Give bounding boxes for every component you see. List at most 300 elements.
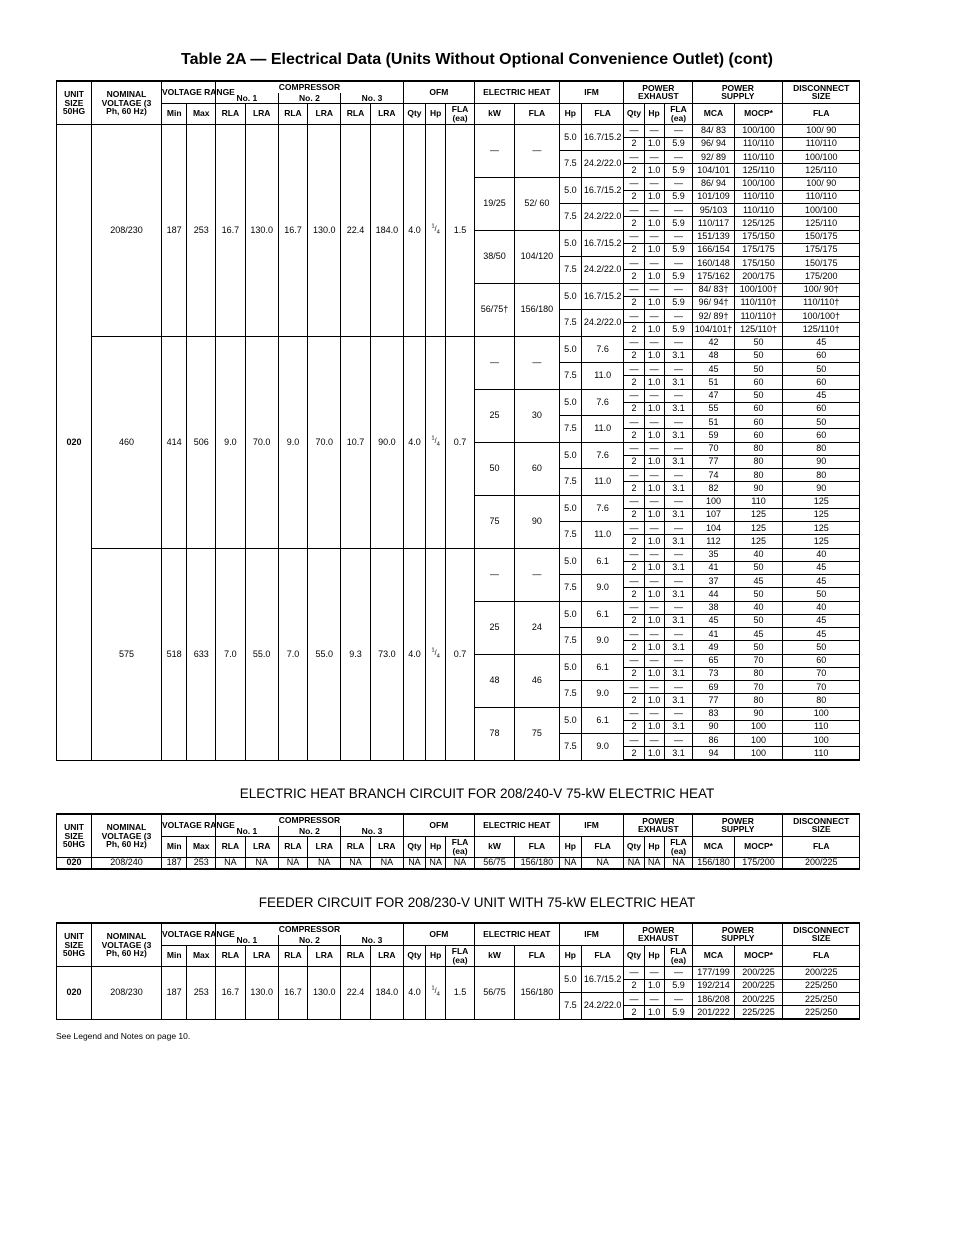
ofm-qty: 4.0 <box>403 124 425 336</box>
compressor-1-rla: 16.7 <box>216 966 246 1019</box>
header-rla: RLA <box>341 103 371 124</box>
compressor-1-rla: 16.7 <box>216 124 246 336</box>
header-kw: kW <box>474 836 514 857</box>
header-electric-heat: ELECTRIC HEAT <box>474 923 559 945</box>
mca: 86/ 94 <box>693 177 734 190</box>
mca: 151/139 <box>693 230 734 243</box>
mca: 83 <box>693 707 734 720</box>
power-exhaust-hp: — <box>644 151 664 164</box>
electric-heat-fla: — <box>515 336 560 389</box>
power-exhaust-fla: 3.1 <box>664 561 693 574</box>
ofm-fla: 1.5 <box>446 966 475 1019</box>
disconnect-fla: 225/250 <box>783 1006 860 1019</box>
mocp: 125/110 <box>734 164 783 177</box>
disconnect-fla: 50 <box>783 363 860 376</box>
ifm-hp: 7.5 <box>559 575 581 602</box>
power-exhaust-fla: — <box>664 469 693 482</box>
header-compressor-no3: No. 3 <box>341 826 404 836</box>
ifm-hp: 7.5 <box>559 416 581 443</box>
header-power-supply: POWER SUPPLY <box>693 81 783 103</box>
disconnect-fla: 125 <box>783 535 860 548</box>
power-exhaust-hp: 1.0 <box>644 561 664 574</box>
header-rla: RLA <box>278 836 308 857</box>
disconnect-fla: 100/ 90† <box>783 283 860 296</box>
power-exhaust-hp: 1.0 <box>644 535 664 548</box>
power-exhaust-hp: — <box>644 734 664 747</box>
header-hp: Hp <box>644 103 664 124</box>
mocp: 80 <box>734 667 783 680</box>
power-exhaust-fla: — <box>664 707 693 720</box>
power-exhaust-fla: — <box>664 257 693 270</box>
power-exhaust-hp: — <box>644 628 664 641</box>
electric-heat-kw: 38/50 <box>474 230 514 283</box>
mocp: 60 <box>734 416 783 429</box>
header-rla: RLA <box>278 103 308 124</box>
mocp: 100 <box>734 734 783 747</box>
disconnect-fla: 125 <box>783 508 860 521</box>
power-exhaust-fla: — <box>664 495 693 508</box>
power-exhaust-qty: — <box>624 575 644 588</box>
header-lra: LRA <box>370 103 403 124</box>
header-compressor-no2: No. 2 <box>278 826 341 836</box>
compressor-1-rla: NA <box>216 857 246 869</box>
header-nominal-voltage: NOMINAL VOLTAGE (3 Ph, 60 Hz) <box>91 923 161 966</box>
mca: 160/148 <box>693 257 734 270</box>
power-exhaust-hp: 1.0 <box>644 349 664 362</box>
ofm-fla: 0.7 <box>446 548 475 760</box>
power-exhaust-hp: — <box>644 469 664 482</box>
branch-circuit-title: ELECTRIC HEAT BRANCH CIRCUIT FOR 208/240-V 75-kW ELECTRIC HEAT <box>239 786 715 801</box>
power-exhaust-hp: — <box>644 204 664 217</box>
power-exhaust-qty: 2 <box>624 164 644 177</box>
ifm-fla: 6.1 <box>581 601 623 628</box>
header-power-exhaust: POWER EXHAUST <box>624 814 693 836</box>
power-exhaust-hp: 1.0 <box>644 720 664 733</box>
electric-heat-kw: — <box>474 124 514 177</box>
power-exhaust-hp: — <box>644 416 664 429</box>
unit-size: 020 <box>57 966 92 1019</box>
power-exhaust-hp: — <box>644 336 664 349</box>
compressor-1-lra: 130.0 <box>245 124 278 336</box>
mocp: 110/110 <box>734 151 783 164</box>
disconnect-fla: 45 <box>783 336 860 349</box>
mca: 84/ 83 <box>693 124 734 137</box>
power-exhaust-qty: — <box>624 230 644 243</box>
mca: 92/ 89 <box>693 151 734 164</box>
header-compressor: COMPRESSOR <box>216 923 404 935</box>
mocp: 40 <box>734 601 783 614</box>
header-compressor-no1: No. 1 <box>216 935 279 945</box>
compressor-3-lra: 73.0 <box>370 548 403 760</box>
header-hp: Hp <box>559 836 581 857</box>
power-exhaust-hp: 1.0 <box>644 190 664 203</box>
header-fla: FLA <box>515 945 560 966</box>
ifm-fla: 24.2/22.0 <box>581 310 623 337</box>
power-exhaust-fla: — <box>664 601 693 614</box>
branch-circuit-table <box>56 813 860 870</box>
ifm-hp: 7.5 <box>559 257 581 284</box>
mca: 69 <box>693 681 734 694</box>
compressor-3-lra: 184.0 <box>370 966 403 1019</box>
power-exhaust-hp: 1.0 <box>644 641 664 654</box>
header-voltage-range: VOLTAGE RANGE <box>161 923 215 945</box>
power-exhaust-hp: 1.0 <box>644 667 664 680</box>
disconnect-fla: 80 <box>783 442 860 455</box>
power-exhaust-qty: — <box>624 681 644 694</box>
mca: 42 <box>693 336 734 349</box>
power-exhaust-qty: 2 <box>624 641 644 654</box>
header-electric-heat: ELECTRIC HEAT <box>474 814 559 836</box>
power-exhaust-hp: 1.0 <box>644 270 664 283</box>
disconnect-fla: 45 <box>783 575 860 588</box>
compressor-2-rla: NA <box>278 857 308 869</box>
electric-heat-fla: 156/180 <box>515 857 560 869</box>
header-max: Max <box>187 103 216 124</box>
mca: 110/117 <box>693 217 734 230</box>
electric-heat-kw: 25 <box>474 601 514 654</box>
power-exhaust-hp: — <box>644 310 664 323</box>
mca: 35 <box>693 548 734 561</box>
compressor-1-rla: 9.0 <box>216 336 246 548</box>
mca: 48 <box>693 349 734 362</box>
ifm-hp: 5.0 <box>559 601 581 628</box>
ifm-fla: 16.7/15.2 <box>581 124 623 151</box>
mocp: 80 <box>734 694 783 707</box>
power-exhaust-qty: 2 <box>624 588 644 601</box>
ifm-hp: 5.0 <box>559 283 581 310</box>
power-exhaust-qty: — <box>624 310 644 323</box>
power-exhaust-qty: 2 <box>624 243 644 256</box>
compressor-2-lra: NA <box>308 857 341 869</box>
mocp: 175/150 <box>734 230 783 243</box>
ofm-hp: $^1/_4$ <box>426 548 446 760</box>
mca: 95/103 <box>693 204 734 217</box>
mca: 86 <box>693 734 734 747</box>
mca: 177/199 <box>693 966 734 979</box>
power-exhaust-hp: 1.0 <box>644 588 664 601</box>
ifm-hp: 7.5 <box>559 469 581 496</box>
power-exhaust-qty: 2 <box>624 270 644 283</box>
header-fla: FLA <box>783 103 860 124</box>
ofm-hp: $^1/_4$ <box>426 966 446 1019</box>
power-exhaust-qty: — <box>624 966 644 979</box>
mca: 49 <box>693 641 734 654</box>
ifm-hp: 5.0 <box>559 707 581 734</box>
disconnect-fla: 110/110† <box>783 296 860 309</box>
compressor-3-rla: 22.4 <box>341 966 371 1019</box>
mca: 107 <box>693 508 734 521</box>
ofm-fla: 1.5 <box>446 124 475 336</box>
mca: 92/ 89† <box>693 310 734 323</box>
power-exhaust-hp: — <box>644 177 664 190</box>
header-ofm: OFM <box>403 923 474 945</box>
power-exhaust-hp: 1.0 <box>644 296 664 309</box>
header-ofm: OFM <box>403 81 474 103</box>
compressor-2-rla: 9.0 <box>278 336 308 548</box>
power-exhaust-qty: — <box>624 548 644 561</box>
power-exhaust-fla: 3.1 <box>664 482 693 495</box>
table-row <box>57 124 860 137</box>
compressor-2-lra: 130.0 <box>308 966 341 1019</box>
mocp: 50 <box>734 614 783 627</box>
power-exhaust-fla: 5.9 <box>664 243 693 256</box>
power-exhaust-fla: — <box>664 993 693 1006</box>
mocp: 70 <box>734 654 783 667</box>
electric-heat-kw: 56/75 <box>474 857 514 869</box>
nominal-voltage: 575 <box>91 548 161 760</box>
ifm-hp: 5.0 <box>559 966 581 993</box>
power-exhaust-qty: — <box>624 442 644 455</box>
power-exhaust-qty: — <box>624 416 644 429</box>
power-exhaust-fla: — <box>664 522 693 535</box>
header-power-exhaust: POWER EXHAUST <box>624 923 693 945</box>
ifm-fla: 11.0 <box>581 363 623 390</box>
power-exhaust-hp: 1.0 <box>644 482 664 495</box>
voltage-min: 414 <box>161 336 186 548</box>
disconnect-fla: 150/175 <box>783 230 860 243</box>
mocp: 125 <box>734 522 783 535</box>
header-rla: RLA <box>216 103 246 124</box>
mca: 96/ 94† <box>693 296 734 309</box>
ifm-hp: 5.0 <box>559 654 581 681</box>
electric-heat-kw: 19/25 <box>474 177 514 230</box>
power-exhaust-fla: 3.1 <box>664 535 693 548</box>
header-unit-size: UNIT SIZE 50HG <box>57 923 92 966</box>
mocp: 100/100 <box>734 177 783 190</box>
ifm-fla: 24.2/22.0 <box>581 257 623 284</box>
mca: 96/ 94 <box>693 137 734 150</box>
mca: 45 <box>693 363 734 376</box>
disconnect-fla: 110 <box>783 747 860 760</box>
ifm-fla: 11.0 <box>581 469 623 496</box>
mocp: 50 <box>734 561 783 574</box>
mca: 94 <box>693 747 734 760</box>
power-exhaust-qty: — <box>624 495 644 508</box>
header-compressor: COMPRESSOR <box>216 814 404 826</box>
ifm-fla: 7.6 <box>581 336 623 363</box>
ofm-qty: 4.0 <box>403 966 425 1019</box>
power-exhaust-qty: — <box>624 283 644 296</box>
mocp: 40 <box>734 548 783 561</box>
mca: 104 <box>693 522 734 535</box>
header-qty: Qty <box>403 103 425 124</box>
disconnect-fla: 90 <box>783 455 860 468</box>
mca: 175/162 <box>693 270 734 283</box>
power-exhaust-hp: 1.0 <box>644 694 664 707</box>
ifm-fla: 7.6 <box>581 495 623 522</box>
header-ofm: OFM <box>403 814 474 836</box>
header-fla-ea: FLA (ea) <box>664 103 693 124</box>
power-exhaust-qty: — <box>624 336 644 349</box>
disconnect-fla: 100/100 <box>783 151 860 164</box>
header-compressor: COMPRESSOR <box>216 81 404 93</box>
disconnect-fla: 60 <box>783 376 860 389</box>
compressor-2-rla: 16.7 <box>278 124 308 336</box>
header-disconnect-size: DISCONNECT SIZE <box>783 814 860 836</box>
power-exhaust-fla: 3.1 <box>664 376 693 389</box>
compressor-1-lra: 70.0 <box>245 336 278 548</box>
power-exhaust-qty: — <box>624 124 644 137</box>
mca: 100 <box>693 495 734 508</box>
power-exhaust-hp: — <box>644 966 664 979</box>
disconnect-fla: 80 <box>783 469 860 482</box>
ifm-hp: 5.0 <box>559 495 581 522</box>
ifm-fla: NA <box>581 857 623 869</box>
voltage-max: 253 <box>187 857 216 869</box>
power-exhaust-fla: — <box>664 734 693 747</box>
compressor-1-rla: 7.0 <box>216 548 246 760</box>
header-max: Max <box>187 945 216 966</box>
power-exhaust-qty: 2 <box>624 137 644 150</box>
disconnect-fla: 80 <box>783 694 860 707</box>
power-exhaust-hp: 1.0 <box>644 243 664 256</box>
mocp: 125 <box>734 508 783 521</box>
power-exhaust-fla: 5.9 <box>664 270 693 283</box>
power-exhaust-qty: 2 <box>624 979 644 992</box>
header-ifm: IFM <box>559 923 624 945</box>
header-compressor-no2: No. 2 <box>278 935 341 945</box>
header-fla: FLA <box>515 836 560 857</box>
header-hp: Hp <box>559 103 581 124</box>
header-voltage-range: VOLTAGE RANGE <box>161 81 215 103</box>
power-exhaust-qty: — <box>624 734 644 747</box>
mocp: 60 <box>734 429 783 442</box>
header-fla-ea: FLA (ea) <box>446 103 475 124</box>
ifm-hp: 7.5 <box>559 310 581 337</box>
header-unit-size: UNIT SIZE 50HG <box>57 81 92 124</box>
header-lra: LRA <box>245 945 278 966</box>
header-compressor-no3: No. 3 <box>341 935 404 945</box>
header-power-supply: POWER SUPPLY <box>693 923 783 945</box>
mca: 166/154 <box>693 243 734 256</box>
power-exhaust-hp: — <box>644 993 664 1006</box>
electric-heat-fla: 24 <box>515 601 560 654</box>
disconnect-fla: 90 <box>783 482 860 495</box>
ifm-hp: 7.5 <box>559 734 581 761</box>
electric-heat-kw: — <box>474 548 514 601</box>
power-exhaust-fla: — <box>664 575 693 588</box>
disconnect-fla: 200/225 <box>783 857 860 869</box>
mca: 74 <box>693 469 734 482</box>
header-mocp: MOCP* <box>734 945 783 966</box>
mocp: 125/125 <box>734 217 783 230</box>
header-hp: Hp <box>426 103 446 124</box>
power-exhaust-qty: NA <box>624 857 644 869</box>
power-exhaust-hp: — <box>644 442 664 455</box>
power-exhaust-qty: — <box>624 628 644 641</box>
disconnect-fla: 60 <box>783 402 860 415</box>
header-fla: FLA <box>581 836 623 857</box>
mocp: 100/100† <box>734 283 783 296</box>
mca: 59 <box>693 429 734 442</box>
mca: 77 <box>693 455 734 468</box>
disconnect-fla: 60 <box>783 654 860 667</box>
ifm-fla: 9.0 <box>581 575 623 602</box>
ifm-hp: NA <box>559 857 581 869</box>
mca: 90 <box>693 720 734 733</box>
power-exhaust-fla: — <box>664 654 693 667</box>
header-lra: LRA <box>245 836 278 857</box>
mca: 37 <box>693 575 734 588</box>
compressor-2-lra: 130.0 <box>308 124 341 336</box>
header-fla: FLA <box>515 103 560 124</box>
electric-heat-fla: 156/180 <box>515 966 560 1019</box>
disconnect-fla: 100 <box>783 707 860 720</box>
ifm-hp: 7.5 <box>559 628 581 655</box>
mocp: 90 <box>734 482 783 495</box>
mocp: 70 <box>734 681 783 694</box>
power-exhaust-fla: — <box>664 363 693 376</box>
ifm-hp: 5.0 <box>559 336 581 363</box>
compressor-3-rla: 22.4 <box>341 124 371 336</box>
mocp: 225/225 <box>734 1006 783 1019</box>
disconnect-fla: 100/ 90 <box>783 177 860 190</box>
mocp: 175/200 <box>734 857 783 869</box>
power-exhaust-hp: 1.0 <box>644 137 664 150</box>
header-nominal-voltage: NOMINAL VOLTAGE (3 Ph, 60 Hz) <box>91 81 161 124</box>
mocp: 200/225 <box>734 993 783 1006</box>
compressor-3-lra: 90.0 <box>370 336 403 548</box>
disconnect-fla: 70 <box>783 681 860 694</box>
mca: 65 <box>693 654 734 667</box>
disconnect-fla: 110/110 <box>783 137 860 150</box>
voltage-min: 187 <box>161 124 186 336</box>
power-exhaust-fla: NA <box>664 857 693 869</box>
power-exhaust-hp: — <box>644 124 664 137</box>
power-exhaust-hp: 1.0 <box>644 402 664 415</box>
ifm-fla: 24.2/22.0 <box>581 993 623 1020</box>
power-exhaust-qty: — <box>624 601 644 614</box>
electric-heat-fla: 46 <box>515 654 560 707</box>
header-lra: LRA <box>370 836 403 857</box>
mca: 55 <box>693 402 734 415</box>
power-exhaust-hp: 1.0 <box>644 1006 664 1019</box>
power-exhaust-fla: — <box>664 548 693 561</box>
electric-heat-kw: 48 <box>474 654 514 707</box>
mocp: 50 <box>734 363 783 376</box>
ifm-hp: 7.5 <box>559 363 581 390</box>
mocp: 200/225 <box>734 966 783 979</box>
compressor-2-rla: 16.7 <box>278 966 308 1019</box>
header-max: Max <box>187 836 216 857</box>
mocp: 200/175 <box>734 270 783 283</box>
power-exhaust-hp: — <box>644 257 664 270</box>
header-min: Min <box>161 945 186 966</box>
ifm-hp: 7.5 <box>559 204 581 231</box>
header-power-exhaust: POWER EXHAUST <box>624 81 693 103</box>
power-exhaust-qty: 2 <box>624 614 644 627</box>
ofm-fla: 0.7 <box>446 336 475 548</box>
ifm-fla: 16.7/15.2 <box>581 230 623 257</box>
mocp: 50 <box>734 336 783 349</box>
power-exhaust-hp: 1.0 <box>644 614 664 627</box>
header-lra: LRA <box>370 945 403 966</box>
power-exhaust-fla: — <box>664 966 693 979</box>
compressor-3-rla: NA <box>341 857 371 869</box>
power-exhaust-qty: 2 <box>624 376 644 389</box>
header-min: Min <box>161 103 186 124</box>
disconnect-fla: 125/110† <box>783 323 860 336</box>
header-rla: RLA <box>278 945 308 966</box>
table-title: Table 2A — Electrical Data (Units Without Optional Convenience Outlet) (cont) <box>181 51 773 68</box>
power-exhaust-qty: 2 <box>624 694 644 707</box>
mca: 82 <box>693 482 734 495</box>
power-exhaust-qty: 2 <box>624 482 644 495</box>
compressor-2-lra: 70.0 <box>308 336 341 548</box>
ifm-fla: 11.0 <box>581 522 623 549</box>
mca: 70 <box>693 442 734 455</box>
disconnect-fla: 45 <box>783 628 860 641</box>
